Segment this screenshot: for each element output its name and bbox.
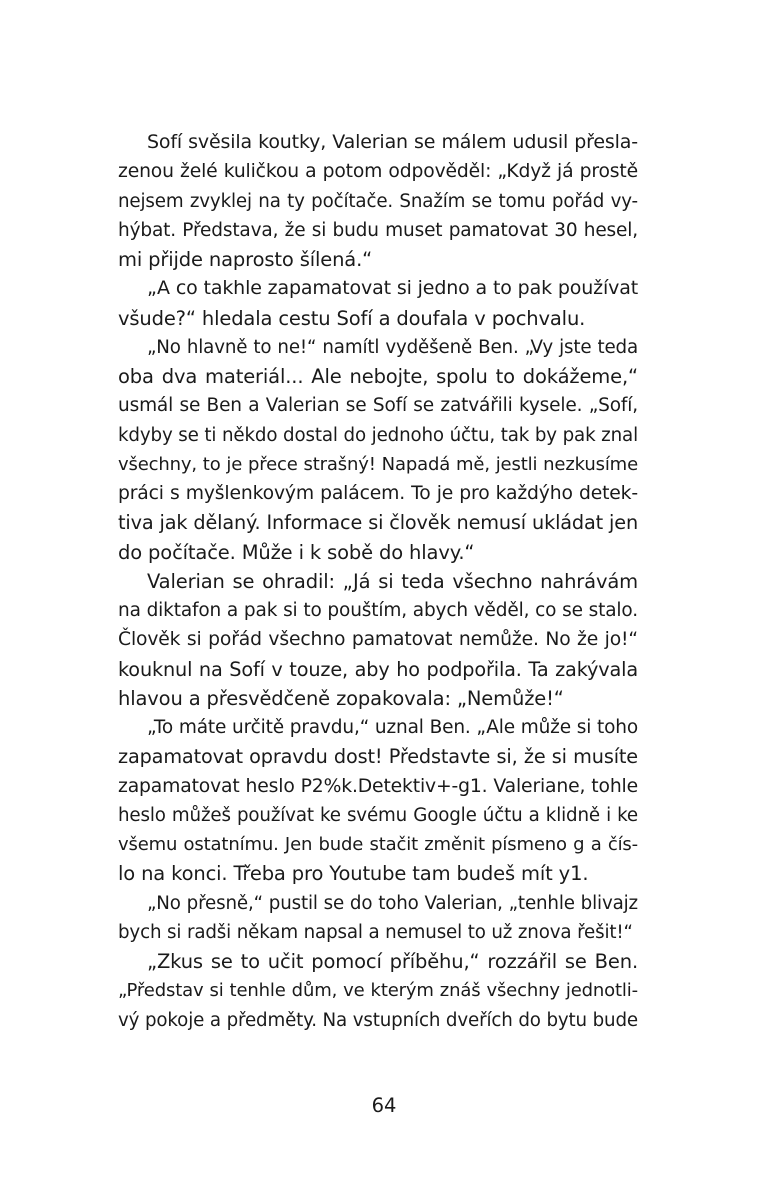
text-line: kdyby se ti někdo dostal do jednoho účtu, tak by pak znal bbox=[118, 424, 638, 446]
text-line: kouknul na Sofí v touze, aby ho podpořila. Ta zakývala bbox=[118, 657, 638, 681]
text-line: „Zkus se to učit pomocí příběhu,“ rozzářil se Ben. bbox=[147, 950, 638, 973]
text-line: Valerian se ohradil: „Já si teda všechno nahrávám bbox=[147, 569, 638, 593]
text-line: nejsem zvyklej na ty počítače. Snažím se tomu pořád vy- bbox=[118, 190, 638, 212]
text-line: „Představ si tenhle dům, ve kterým znáš všechny jednotli- bbox=[118, 980, 638, 1002]
text-line: usmál se Ben a Valerian se Sofí se zatvářili kysele. „Sofí, bbox=[118, 395, 638, 417]
text-line: všemu ostatnímu. Jen bude stačit změnit písmeno g a čís- bbox=[118, 834, 638, 855]
text-line: všude?“ hledala cestu Sofí a doufala v pochvalu. bbox=[118, 306, 586, 330]
text-line: vý pokoje a předměty. Na vstupních dveřích do bytu bude bbox=[118, 1009, 638, 1031]
text-line: hýbat. Představa, že si budu muset pamatovat 30 hesel, bbox=[118, 219, 638, 241]
text-line: „A co takhle zapamatovat si jedno a to pak používat bbox=[147, 277, 638, 300]
text-line: zapamatovat heslo P2%k.Detektiv+-g1. Valeriane, tohle bbox=[118, 775, 638, 797]
text-line: lo na konci. Třeba pro Youtube tam budeš mít y1. bbox=[118, 862, 589, 886]
text-line: „To máte určitě pravdu,“ uznal Ben. „Ale může si toho bbox=[147, 717, 638, 738]
text-line: „No hlavně to ne!“ namítl vyděšeně Ben. „Vy jste teda bbox=[147, 336, 638, 358]
text-line: „No přesně,“ pustil se do toho Valerian, „tenhle blivajz bbox=[147, 892, 638, 914]
body-text bbox=[118, 128, 638, 1035]
page-number: 64 bbox=[371, 1094, 397, 1117]
text-line: zapamatovat opravdu dost! Představte si, že si musíte bbox=[118, 745, 638, 769]
text-line: oba dva materiál... Ale nebojte, spolu to dokážeme,“ bbox=[118, 365, 638, 388]
text-line: hlavou a přesvědčeně zopakovala: „Nemůže!“ bbox=[118, 686, 564, 710]
text-line: heslo můžeš používat ke svému Google účtu a klidně i ke bbox=[118, 804, 638, 826]
text-line: práci s myšlenkovým palácem. To je pro každýho detek- bbox=[118, 483, 638, 504]
text-line: do počítače. Může i k sobě do hlavy.“ bbox=[118, 540, 475, 564]
text-line: tiva jak dělaný. Informace si člověk nemusí ukládat jen bbox=[118, 511, 638, 535]
text-line: na diktafon a pak si to pouštím, abych věděl, co se stalo. bbox=[118, 600, 638, 621]
text-line: Sofí svěsila koutky, Valerian se málem udusil přesla- bbox=[147, 131, 638, 153]
text-line: zenou želé kuličkou a potom odpověděl: „Když já prostě bbox=[118, 161, 638, 183]
text-line: bych si radši někam napsal a nemusel to už znova řešit!“ bbox=[118, 921, 633, 943]
text-line: Člověk si pořád všechno pamatovat nemůže. No že jo!“ bbox=[118, 629, 638, 651]
text-line: mi přijde naprosto šílená.“ bbox=[118, 248, 373, 271]
text-line: všechny, to je přece strašný! Napadá mě, jestli nezkusíme bbox=[118, 453, 638, 475]
